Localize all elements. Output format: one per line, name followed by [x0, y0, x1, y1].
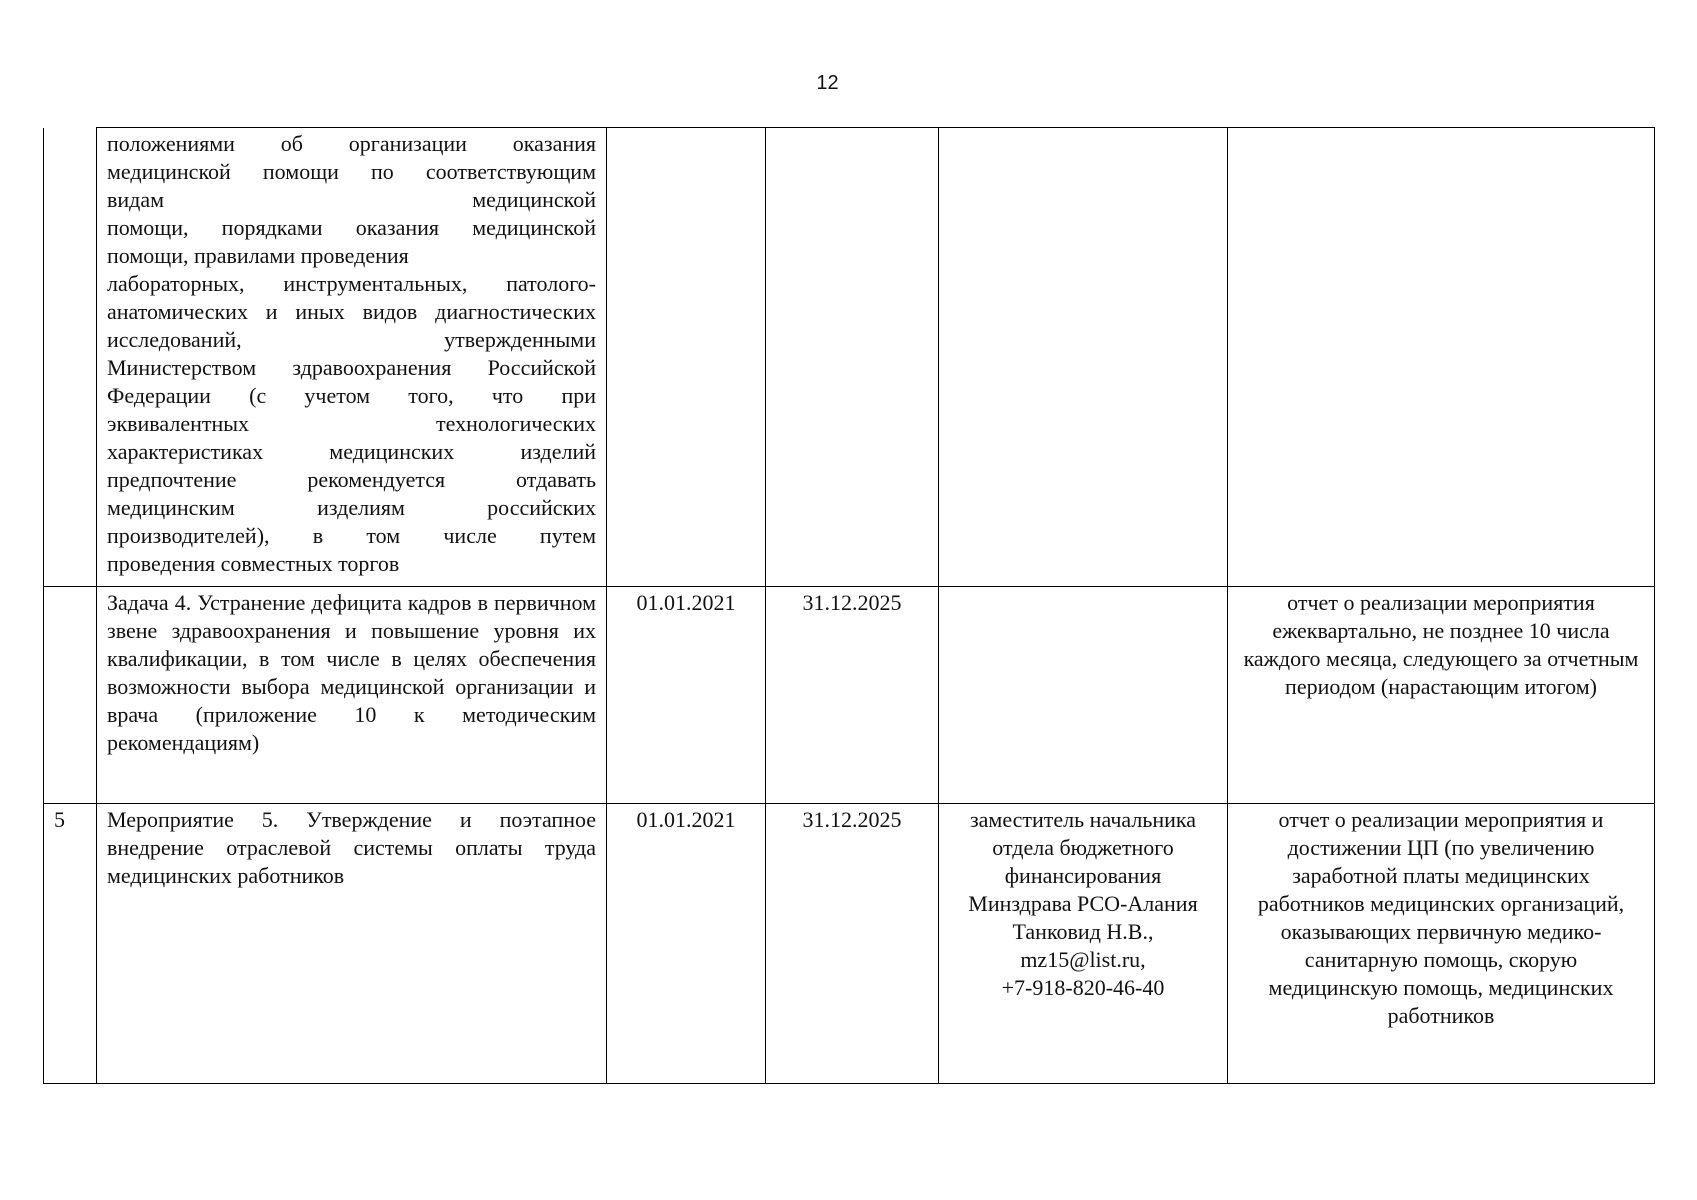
responsible-line: Минздрава РСО-Алания	[968, 891, 1198, 916]
start-date-cell	[607, 128, 766, 587]
responsible-line: заместитель начальника	[969, 807, 1197, 832]
end-date-cell: 31.12.2025	[766, 804, 939, 1084]
desc-line: эквивалентных технологических	[107, 411, 596, 436]
row-number-cell	[44, 587, 97, 804]
start-date-cell: 01.01.2021	[607, 587, 766, 804]
desc-line: положениями об организации оказания	[107, 131, 596, 156]
activity-plan-table	[43, 127, 1655, 1084]
row-number-cell	[44, 128, 97, 587]
end-date-cell	[766, 128, 939, 587]
description-cell: Мероприятие 5. Утверждение и поэтапное внедрение отраслевой системы оплаты труда медицинских работников	[97, 804, 607, 1084]
responsible-line: Танковид Н.В.,	[1012, 919, 1154, 944]
desc-line: характеристиках медицинских изделий	[107, 439, 596, 464]
desc-line: медицинским изделиям российских	[107, 495, 596, 520]
start-date-cell: 01.01.2021	[607, 804, 766, 1084]
desc-line: производителей), в том числе путем	[107, 523, 596, 548]
table-row	[44, 128, 1655, 587]
row-number-cell: 5	[44, 804, 97, 1084]
responsible-cell	[939, 587, 1228, 804]
desc-line: Министерством здравоохранения Российской	[107, 355, 596, 380]
desc-line: исследований, утвержденными	[107, 327, 596, 352]
responsible-cell	[939, 804, 1228, 1084]
responsible-email: mz15@list.ru,	[1020, 947, 1146, 972]
responsible-cell	[939, 128, 1228, 587]
desc-line: анатомических и иных видов диагностических	[107, 299, 596, 324]
end-date-cell: 31.12.2025	[766, 587, 939, 804]
responsible-line: отдела бюджетного	[992, 835, 1174, 860]
responsible-line: финансирования	[1004, 863, 1162, 888]
page-number: 12	[816, 72, 839, 94]
desc-line: предпочтение рекомендуется отдавать	[107, 467, 596, 492]
report-cell: отчет о реализации мероприятия ежеквартально, не позднее 10 числа каждого месяца, следующего за отчетным периодом (нарастающим итогом)	[1228, 587, 1655, 804]
desc-line: медицинской помощи по соответствующим	[107, 159, 596, 184]
description-cell: Задача 4. Устранение дефицита кадров в первичном звене здравоохранения и повышение уровня их квалификации, в том числе в целях обеспечения возможности выбора медицинской организации и врача (приложение 10 к методическим рекомендациям)	[97, 587, 607, 804]
description-cell	[97, 128, 607, 587]
table-row	[44, 587, 1655, 804]
table-row	[44, 804, 1655, 1084]
desc-line: помощи, порядками оказания медицинской	[107, 215, 596, 240]
desc-line: лабораторных, инструментальных, патолого-	[107, 271, 596, 296]
desc-line: Федерации (с учетом того, что при	[107, 383, 596, 408]
desc-line: проведения совместных торгов	[107, 551, 400, 576]
desc-line: помощи, правилами проведения	[107, 243, 409, 268]
desc-line: видам медицинской	[107, 187, 596, 212]
report-cell: отчет о реализации мероприятия и достижении ЦП (по увеличению заработной платы медицинских работников медицинских организаций, оказывающих первичную медико-санитарную помощь, скорую медицинскую помощь, медицинских работников	[1228, 804, 1655, 1084]
responsible-phone: +7-918-820-46-40	[1001, 975, 1165, 1000]
report-cell	[1228, 128, 1655, 587]
